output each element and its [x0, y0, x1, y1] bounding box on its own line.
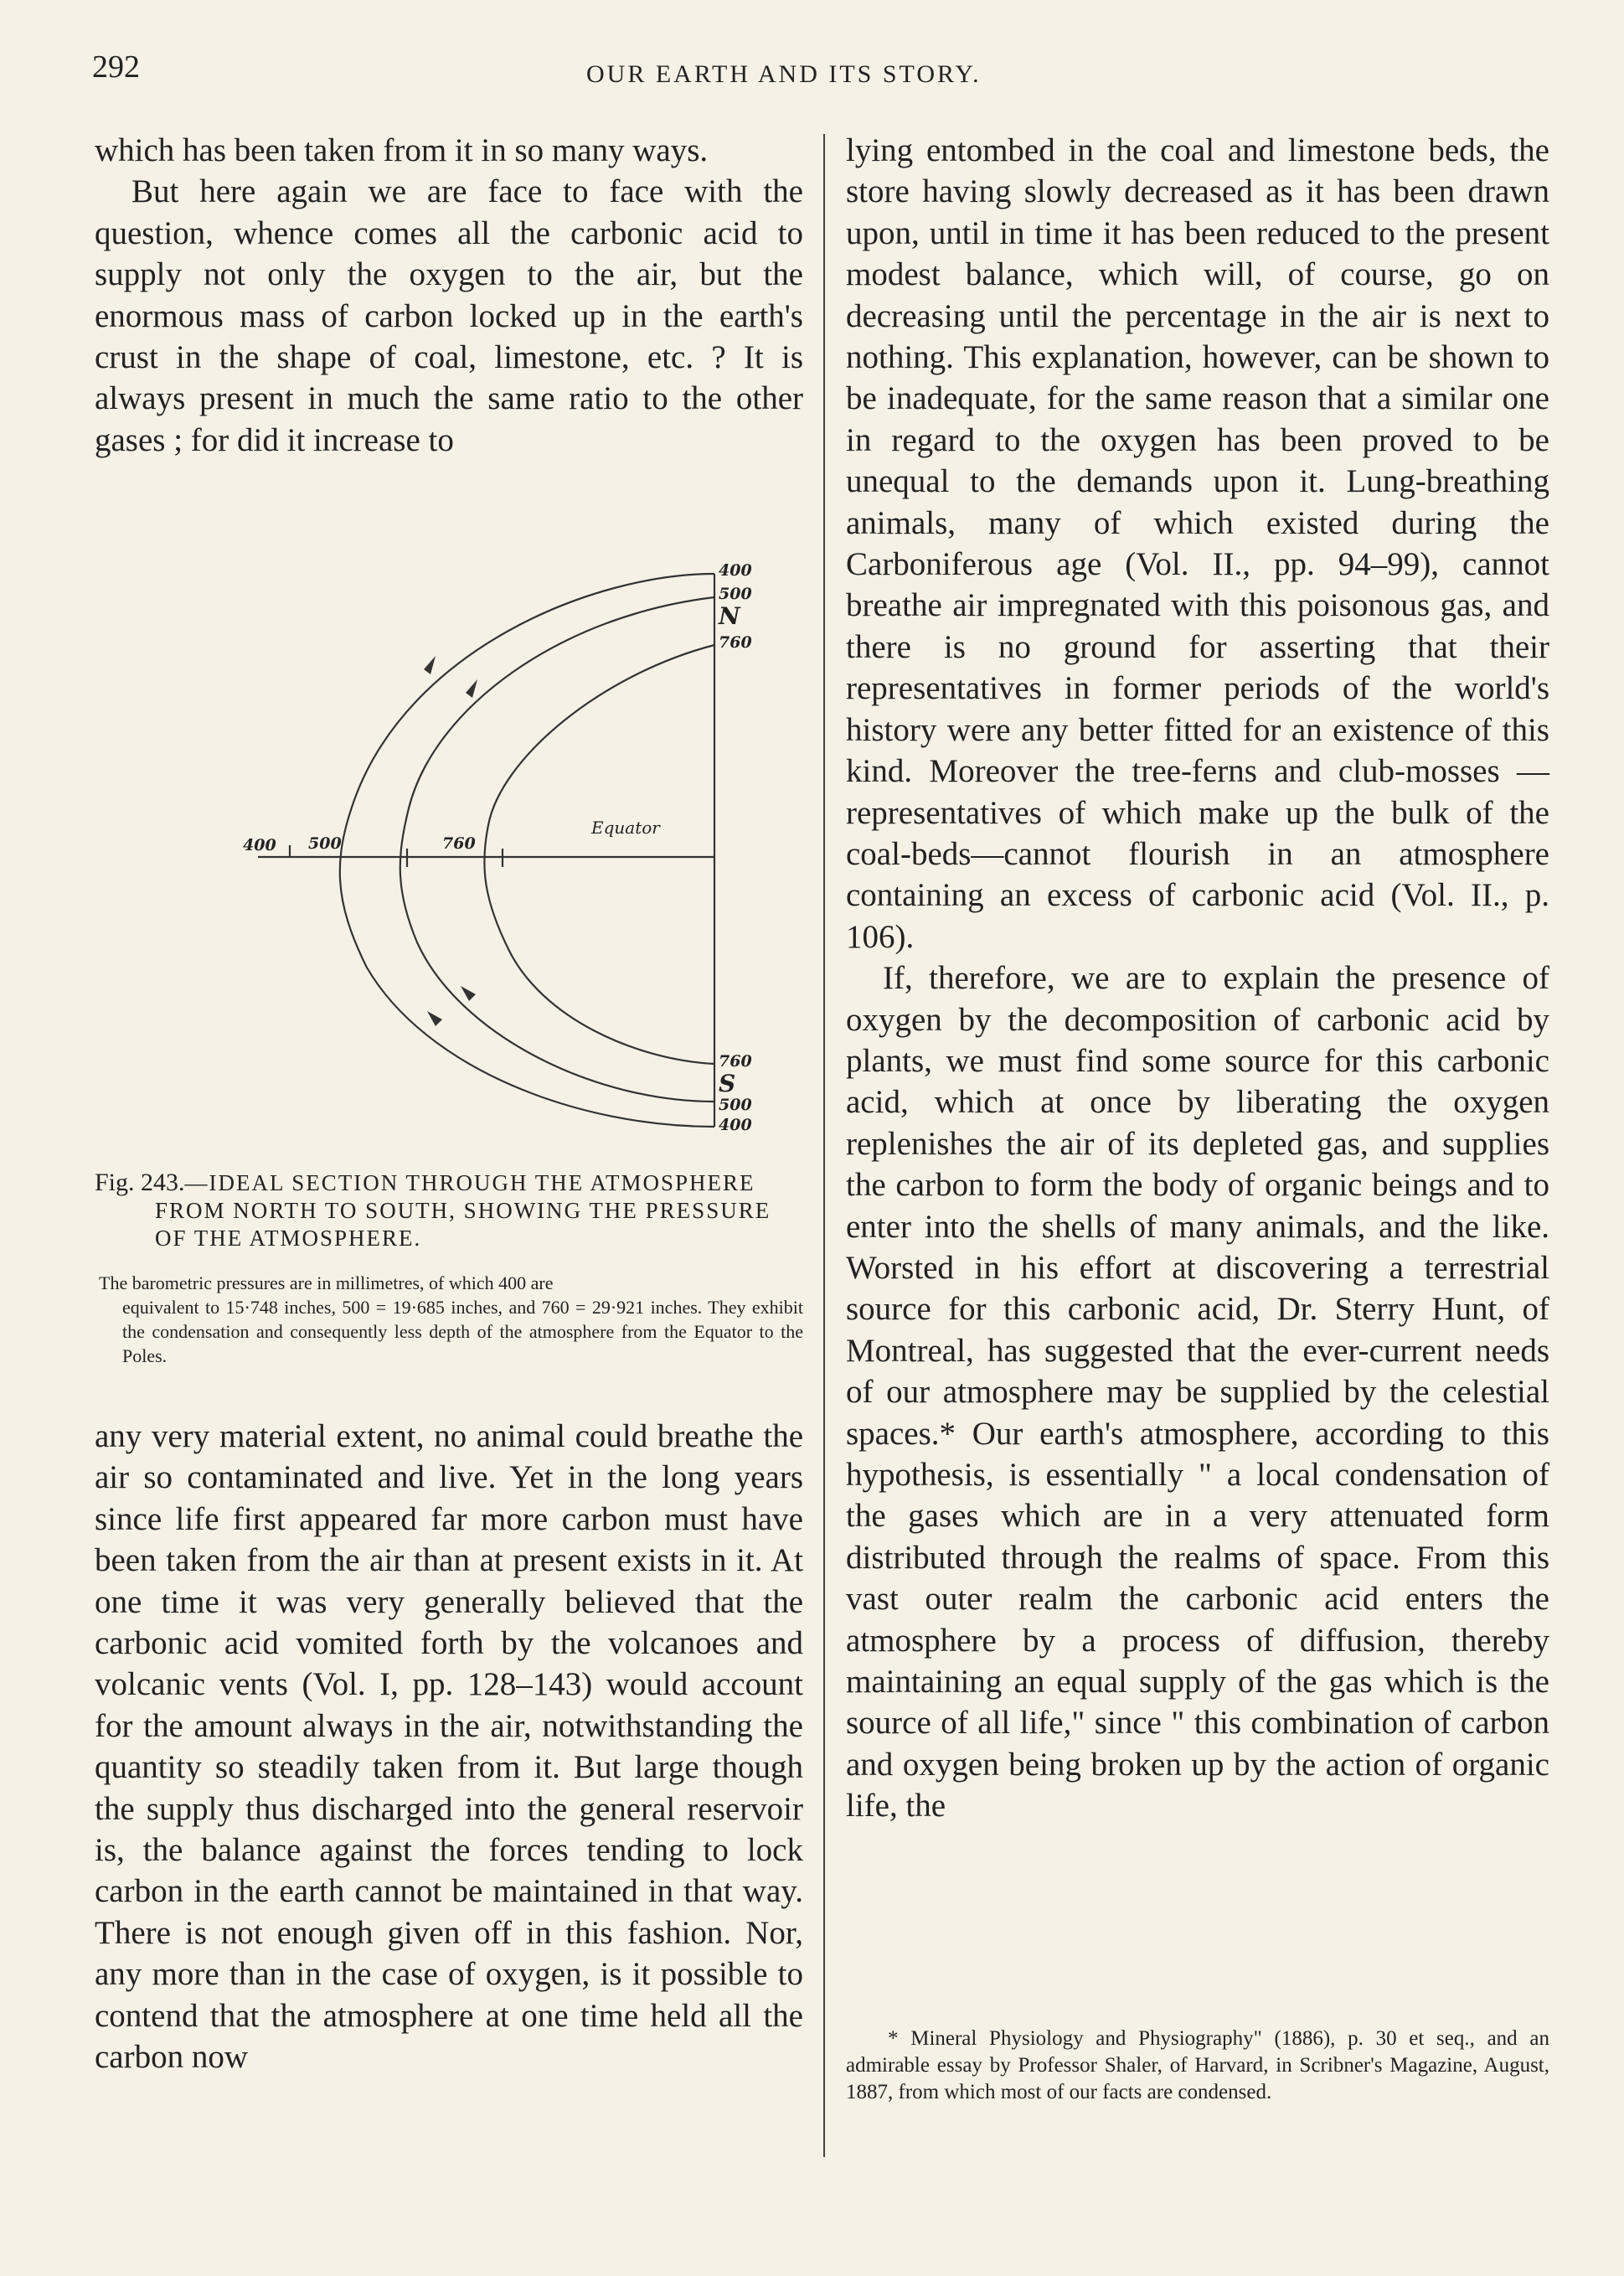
left-paragraph-3: any very material extent, no animal could breathe the air so contaminated and live. Yet in the long years since life first appeared far more carbon must have been taken from the air than at present exists in it. At one time it was very generally believed that the carbonic acid vomited forth by the volcanoes and volcanic vents (Vol. I, pp. 128–143) would account for the amount always in the air, notwithstanding the quantity so steadily taken from it. But large though the supply thus discharged into the general reservoir is, the balance against the forces tending to lock carbon in the earth cannot be maintained in that way. There is not enough given off in this fashion. Nor, any more than in the case of oxygen, is it possible to contend that the atmosphere at one time held all the carbon now	[95, 1418, 803, 2076]
left-paragraph-2: But here again we are face to face with the question, whence comes all the carbonic acid to supply not only the oxygen to the air, but the enormous mass of carbon locked up in the earth's crust in the shape of coal, limestone, etc. ? It is always present in much the same ratio to the other gases ; for did it increase to	[95, 173, 803, 458]
label-bottom-400: 400	[719, 1116, 752, 1134]
label-bottom-760: 760	[719, 1052, 752, 1071]
caption-line-1: —IDEAL SECTION THROUGH THE ATMOSPHERE	[184, 1170, 755, 1195]
running-title: OUR EARTH AND ITS STORY.	[586, 60, 982, 88]
atmosphere-section-diagram	[241, 549, 777, 1143]
label-left-760: 760	[442, 834, 476, 853]
footnote: * Mineral Physiology and Physiography" (1886), p. 30 et seq., and an admirable essay by Professor Shaler, of Harvard, in Scribner's Magazine, August, 1887, from which most of our facts are condensed.	[846, 2027, 1549, 2103]
figure-caption	[95, 1169, 803, 1252]
arrow-upper-inner	[466, 679, 477, 698]
caption-line-2: FROM NORTH TO SOUTH, SHOWING THE PRESSURE OF THE ATMOSPHERE.	[155, 1198, 771, 1251]
arrow-lower-outer	[427, 1011, 442, 1026]
figure-number: Fig. 243.	[95, 1169, 185, 1196]
column-rule	[823, 134, 825, 2157]
label-top-760: 760	[719, 633, 752, 652]
left-paragraph-1: which has been taken from it in so many ways.	[95, 132, 709, 168]
label-bottom-500: 500	[719, 1096, 752, 1114]
label-south: S	[719, 1070, 736, 1097]
arrow-lower-inner	[461, 986, 476, 1001]
label-equator: Equator	[591, 818, 660, 838]
label-left-500: 500	[308, 834, 342, 853]
figure-note	[95, 1271, 803, 1368]
page-number: 292	[92, 49, 140, 85]
right-paragraph-1: lying entombed in the coal and limestone beds, the store having slowly decreased as it has been drawn upon, until in time it has been reduced to the present modest balance, which will, of course, go on decreasing until the percentage in the air is next to nothing. This explanation, however, can be shown to be inadequate, for the same reason that a similar one in regard to the oxygen has been proved to be unequal to the demands upon it. Lung-breathing animals, many of which existed during the Carboniferous age (Vol. II., pp. 94–99), cannot breathe air impregnated with this poisonous gas, and there is no ground for asserting that their representatives in former periods of the world's history were any better fitted for an existence of this kind. Moreover the tree-ferns and club-mosses — representatives of which make up the bulk of the coal-beds—cannot flourish in an atmosphere containing an excess of carbonic acid (Vol. II., p. 106).	[846, 132, 1549, 955]
figure-note-line-1: The barometric pressures are in millimetres, of which 400 are	[99, 1272, 554, 1293]
left-column-top	[95, 130, 803, 461]
figure-block	[95, 549, 803, 1368]
arc-400	[340, 574, 714, 1127]
label-top-400: 400	[719, 561, 752, 580]
label-north: N	[719, 602, 740, 630]
label-left-400: 400	[243, 836, 276, 854]
right-paragraph-2: If, therefore, we are to explain the presence of oxygen by the decomposition of carbonic acid by plants, we must find some source for this carbonic acid, which at once by liberating the oxygen replenishes the air of its depleted gas, and supplies the carbon to form the body of organic beings and to enter into the shells of many animals, and the like. Worsted in his effort at discovering a terrestrial source for this carbonic acid, Dr. Sterry Hunt, of Montreal, has suggested that the ever-current needs of our atmosphere may be supplied by the celestial spaces.* Our earth's atmosphere, according to this hypothesis, is essentially " a local condensation of the gases which are in a very attenuated form distributed through the realms of space. From this vast outer realm the carbonic acid enters the atmosphere by a process of diffusion, thereby maintaining an equal supply of the gas which is the source of all life," since " this combination of carbon and oxygen being broken up by the action of organic life, the	[846, 960, 1549, 1824]
left-column-bottom	[95, 1416, 803, 2078]
arc-760	[484, 645, 714, 1064]
label-top-500: 500	[719, 585, 752, 603]
arrow-upper-outer	[424, 656, 436, 674]
right-column	[846, 130, 1549, 1827]
figure-note-rest: equivalent to 15·748 inches, 500 = 19·685 inches, and 760 = 29·921 inches. They exhibit the condensation and consequently less depth of the atmosphere from the Equator to the Poles.	[122, 1297, 803, 1366]
